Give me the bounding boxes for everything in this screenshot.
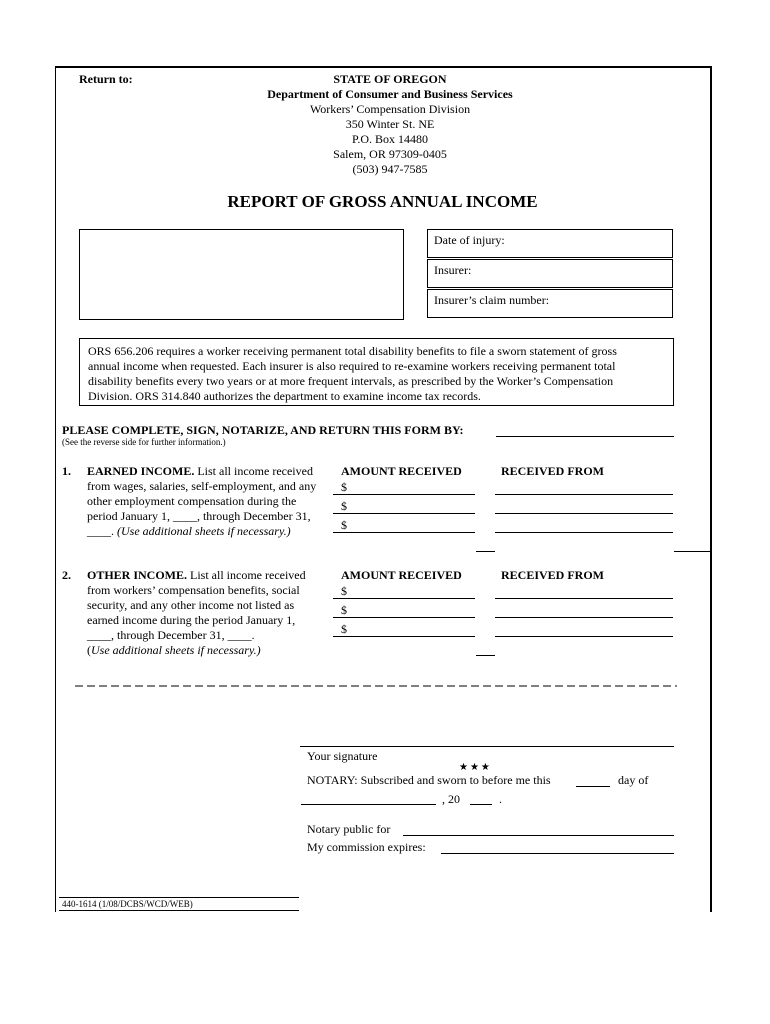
section1-number: 1. [62,464,71,478]
section2-line: earned income during the period January 1, [87,613,296,627]
address-city: Salem, OR 97309-0405 [333,147,447,161]
section2-line: ____, through December 31, ____. [87,628,255,642]
insurer-label: Insurer: [434,263,472,277]
section1-note: (Use additional sheets if necessary.) [117,524,291,538]
section2-from-3[interactable] [495,636,673,637]
section2-note: Use additional sheets if necessary.) [91,643,261,657]
section2-from-2[interactable] [495,617,673,618]
agency-division: Workers’ Compensation Division [309,102,471,116]
section1-line: ____. [87,524,114,538]
agency-department: Department of Consumer and Business Services [267,87,513,101]
commission-expires-label: My commission expires: [307,840,426,854]
address-po-box: P.O. Box 14480 [351,132,428,146]
phone-number: (503) 947-7585 [352,162,428,176]
section2-text [87,568,337,658]
address-street: 350 Winter St. NE [345,117,435,131]
statute-notice-box [79,338,674,406]
section2-from-header: RECEIVED FROM [501,568,605,582]
section1-amount-3[interactable] [333,532,475,533]
section1-from-1[interactable] [495,494,673,495]
your-signature-label: Your signature [307,749,378,763]
signature-line[interactable] [300,746,674,747]
section1-amount-1[interactable] [333,494,475,495]
section2-total-mark [476,655,495,656]
notary-statement: NOTARY: Subscribed and sworn to before me this [307,773,551,787]
section1-from-header: RECEIVED FROM [501,464,605,478]
notary-public-for-field[interactable] [403,835,674,836]
statute-line: ORS 656.206 requires a worker receiving permanent total disability benefits to file a sworn statement of gross [88,344,617,358]
section1-amount-2[interactable] [333,513,475,514]
claim-number-field[interactable] [427,289,673,318]
section2-from-1[interactable] [495,598,673,599]
section1-line: other employment compensation during the [87,494,297,508]
section2-note-open: ( [87,643,91,657]
section2-amount-2[interactable] [333,617,475,618]
dollar-sign: $ [341,518,347,532]
section1-line: from wages, salaries, self-employment, and any [87,479,317,493]
claim-number-label: Insurer’s claim number: [434,293,550,307]
section2-line: List all income received [190,568,306,582]
section1-total-mark [476,551,495,552]
return-by-date-field[interactable] [496,436,674,437]
date-of-injury-label: Date of injury: [434,233,505,247]
statute-line: Division. ORS 314.840 authorizes the department to examine income tax records. [88,389,481,403]
dollar-sign: $ [341,622,347,636]
day-of-label: day of [618,773,649,787]
notary-public-for-label: Notary public for [307,822,391,836]
section1-amount-header: AMOUNT RECEIVED [341,464,462,478]
notary-period: . [499,792,502,806]
section1-from-3[interactable] [495,532,673,533]
section1-line: period January 1, ____, through December 31, [87,509,311,523]
notary-month-field[interactable] [301,804,436,805]
dashed-separator [75,684,677,688]
return-to-label: Return to: [79,72,133,86]
claimant-address-box[interactable] [79,229,404,320]
notary-day-field[interactable] [576,786,610,787]
section1-from-2[interactable] [495,513,673,514]
stars-icon: ★★★ [459,762,492,773]
section2-amount-header: AMOUNT RECEIVED [341,568,462,582]
dollar-sign: $ [341,584,347,598]
form-number: 440-1614 (1/08/DCBS/WCD/WEB) [59,897,299,911]
return-by-label: PLEASE COMPLETE, SIGN, NOTARIZE, AND RETURN THIS FORM BY: [62,423,464,437]
year-prefix: , 20 [442,792,460,806]
agency-state: STATE OF OREGON [333,72,447,86]
insurer-field[interactable] [427,259,673,288]
date-of-injury-field[interactable] [427,229,673,258]
commission-expires-field[interactable] [441,853,674,854]
form-title: REPORT OF GROSS ANNUAL INCOME [227,192,538,211]
dollar-sign: $ [341,499,347,513]
section1-heading: EARNED INCOME. [87,464,195,478]
section2-line: security, and any other income not listed as [87,598,295,612]
statute-line: disability benefits every two years or at more frequent intervals, as prescribed by the Worker’s Compensation [88,374,614,388]
notary-year-field[interactable] [470,804,492,805]
section1-line: List all income received [197,464,313,478]
section2-amount-3[interactable] [333,636,475,637]
section2-heading: OTHER INCOME. [87,568,188,582]
section2-line: from workers’ compensation benefits, social [87,583,300,597]
section1-margin-mark [674,551,710,552]
see-reverse-note: (See the reverse side for further information.) [62,437,226,447]
statute-line: annual income when requested. Each insurer is also required to re-examine workers receiving permanent total [88,359,616,373]
section1-text [87,464,337,539]
section2-amount-1[interactable] [333,598,475,599]
dollar-sign: $ [341,603,347,617]
dollar-sign: $ [341,480,347,494]
section2-number: 2. [62,568,71,582]
